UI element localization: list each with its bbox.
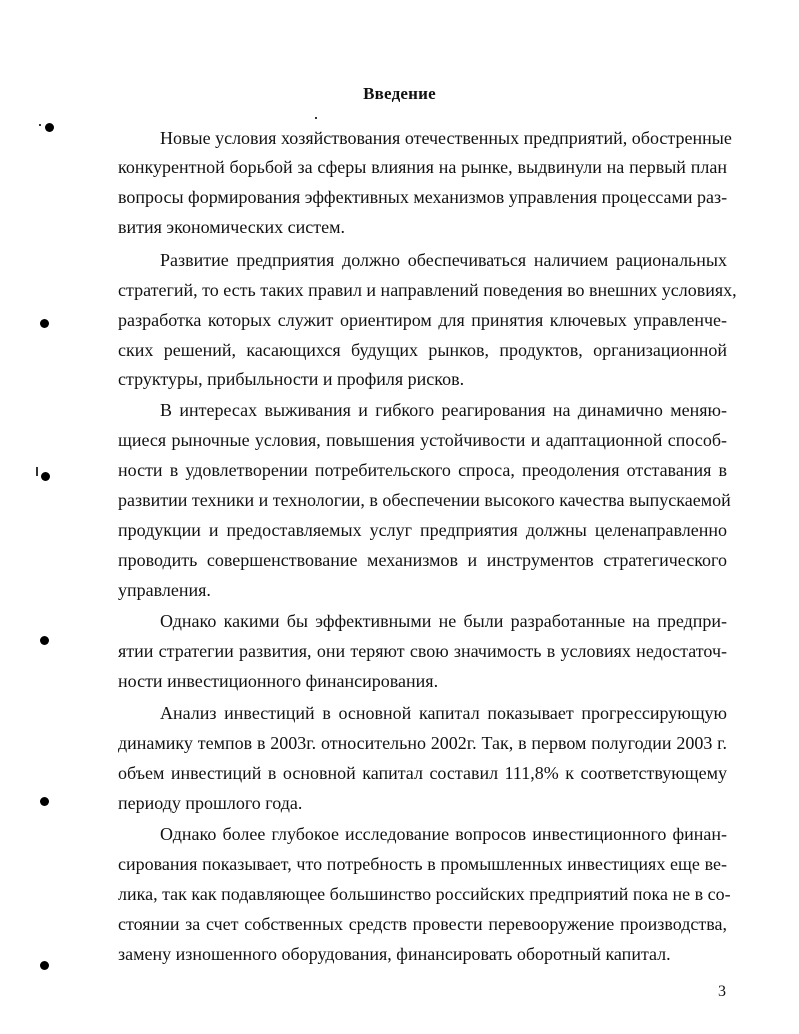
paragraph-6-line-5: замену изношенного оборудования, финансировать оборотный капитал. xyxy=(118,944,671,964)
binder-hole-5 xyxy=(40,797,49,806)
paragraph-2-line-5: структуры, прибыльности и профиля рисков. xyxy=(118,369,465,389)
paragraph-3-line-6: проводить совершенствование механизмов и инструментов стратегического xyxy=(118,550,727,570)
paragraph-2-line-2: стратегий, то есть таких правил и направлений поведения во внешних условиях, xyxy=(118,280,737,300)
paragraph-4-line-2: ятии стратегии развития, они теряют свою значимость в условиях недостаточ- xyxy=(118,641,727,661)
binder-mark-3 xyxy=(36,467,38,476)
paragraph-6-line-1: Однако более глубокое исследование вопросов инвестиционного финан- xyxy=(160,824,727,844)
scan-speck xyxy=(315,117,317,119)
paragraph-4-line-1: Однако какими бы эффективными не были разработанные на предпри- xyxy=(160,611,727,631)
paragraph-5-line-2: динамику темпов в 2003г. относительно 2002г. Так, в первом полугодии 2003 г. xyxy=(118,733,727,753)
binder-hole-4 xyxy=(40,636,49,645)
paragraph-2-line-4: ских решений, касающихся будущих рынков, продуктов, организационной xyxy=(118,340,727,360)
paragraph-4-line-3: ности инвестиционного финансирования. xyxy=(118,671,439,691)
paragraph-6-line-4: стоянии за счет собственных средств провести перевооружение производства, xyxy=(118,914,727,934)
page-title: Введение xyxy=(363,84,436,103)
paragraph-6-line-3: лика, так как подавляющее большинство российских предприятий пока не в со- xyxy=(118,884,731,904)
paragraph-3-line-2: щиеся рыночные условия, повышения устойчивости и адаптационной способ- xyxy=(118,430,727,450)
paragraph-1-line-2: конкурентной борьбой за сферы влияния на рынке, выдвинули на первый план xyxy=(118,157,727,177)
paragraph-1-line-3: вопросы формирования эффективных механизмов управления процессами раз- xyxy=(118,187,728,207)
paragraph-2-line-3: разработка которых служит ориентиром для принятия ключевых управленче- xyxy=(118,310,727,330)
paragraph-2-line-1: Развитие предприятия должно обеспечиваться наличием рациональных xyxy=(160,250,727,270)
page-number: 3 xyxy=(718,983,726,1000)
paragraph-3-line-3: ности в удовлетворении потребительского спроса, преодоления отставания в xyxy=(118,460,727,480)
paragraph-5-line-4: периоду прошлого года. xyxy=(118,793,303,813)
paragraph-3-line-1: В интересах выживания и гибкого реагирования на динамично меняю- xyxy=(160,400,727,420)
binder-hole-3 xyxy=(41,472,50,481)
paragraph-3-line-7: управления. xyxy=(118,580,211,600)
binder-hole-1 xyxy=(45,123,54,132)
binder-mark-1 xyxy=(39,124,41,126)
paragraph-1-line-1: Новые условия хозяйствования отечественных предприятий, обостренные xyxy=(160,128,732,148)
binder-hole-2 xyxy=(40,319,49,328)
paragraph-6-line-2: сирования показывает, что потребность в промышленных инвестициях еще ве- xyxy=(118,854,727,874)
paragraph-3-line-4: развитии техники и технологии, в обеспечении высокого качества выпускаемой xyxy=(118,490,731,510)
paragraph-5-line-3: объем инвестиций в основной капитал составил 111,8% к соответствующему xyxy=(118,763,727,783)
paragraph-3-line-5: продукции и предоставляемых услуг предприятия должны целенаправленно xyxy=(118,520,727,540)
paragraph-1-line-4: вития экономических систем. xyxy=(118,217,345,237)
binder-hole-6 xyxy=(40,961,49,970)
paragraph-5-line-1: Анализ инвестиций в основной капитал показывает прогрессирующую xyxy=(160,703,727,723)
